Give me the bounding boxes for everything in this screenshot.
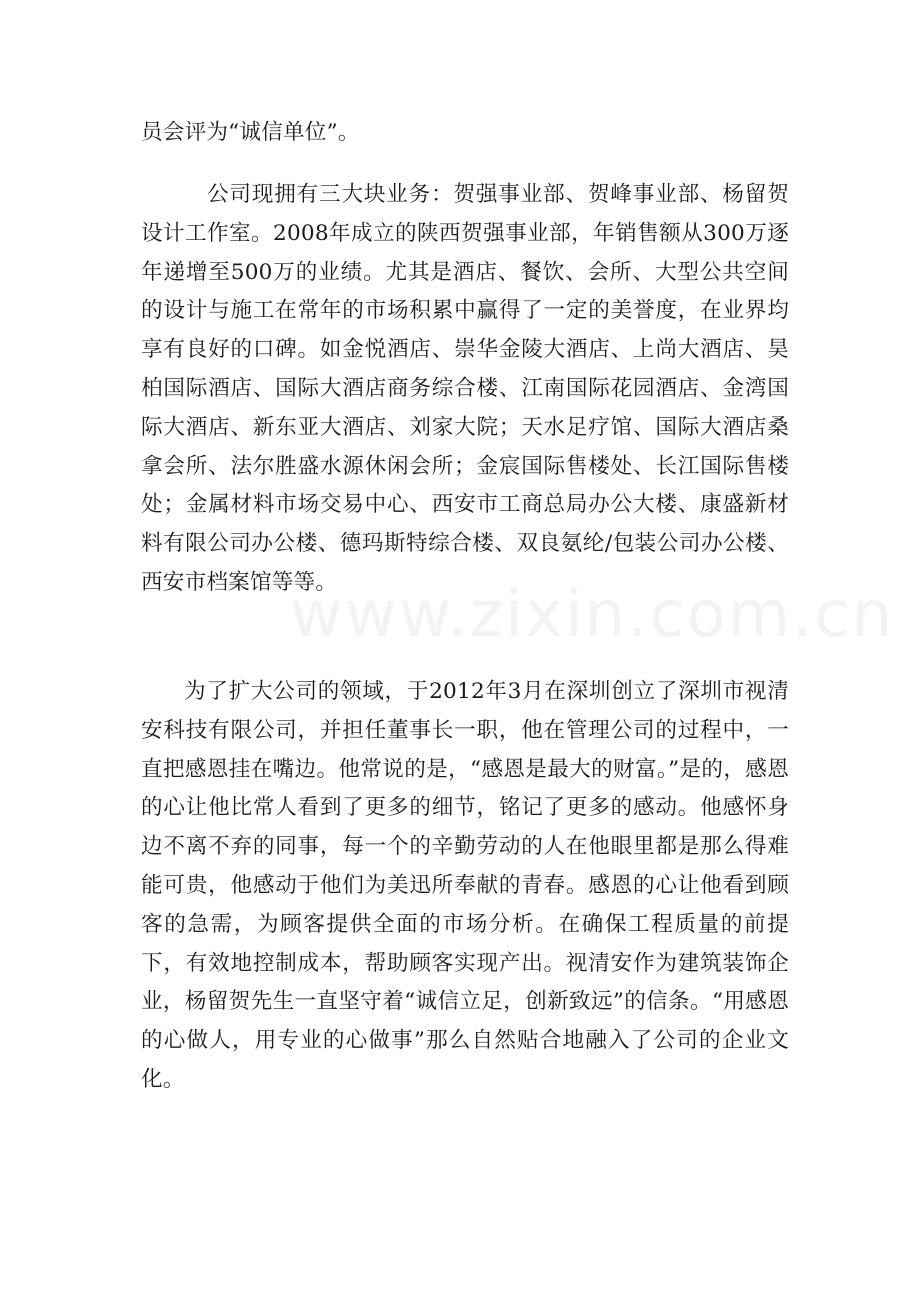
paragraph-3: 为了扩大公司的领域，于2012年3月在深圳创立了深圳市视清安科技有限公司，并担任董事长一职，他在管理公司的过程中，一直把感恩挂在嘴边。他常说的是，“感恩是最大的财富。”是的，感恩的心让他比常人看到了更多的细节，铭记了更多的感动。他感怀身边不离不弃的同事，每一个的辛勤劳动的人在他眼里都是那么得难能可贵，他感动于他们为美迅所奉献的青春。感恩的心让他看到顾客的急需，为顾客提供全面的市场分析。在确保工程质量的前提下，有效地控制成本，帮助顾客实现产出。视清安作为建筑装饰企业，杨留贺先生一直坚守着“诚信立足，创新致远”的信条。“用感恩的心做人，用专业的心做事”那么自然贴合地融入了公司的企业文化。 [141, 679, 789, 1092]
paragraph-2: 公司现拥有三大块业务：贺强事业部、贺峰事业部、杨留贺设计工作室。2008年成立的陕西贺强事业部，年销售额从300万逐年递增至500万的业绩。尤其是酒店、餐饮、会所、大型公共空间的设计与施工在常年的市场积累中赢得了一定的美誉度，在业界均享有良好的口碑。如金悦酒店、崇华金陵大酒店、上尚大酒店、昊柏国际酒店、国际大酒店商务综合楼、江南国际花园酒店、金湾国际大酒店、新东亚大酒店、刘家大院；天水足疗馆、国际大酒店桑拿会所、法尔胜盛水源休闲会所；金宸国际售楼处、长江国际售楼处；金属材料市场交易中心、西安市工商总局办公大楼、康盛新材料有限公司办公楼、德玛斯特综合楼、双良氨纶/包装公司办公楼、西安市档案馆等等。 [141, 182, 789, 595]
watermark: www.zixin.com.cn [290, 578, 895, 652]
paragraph-1: 员会评为“诚信单位”。 [141, 120, 360, 145]
